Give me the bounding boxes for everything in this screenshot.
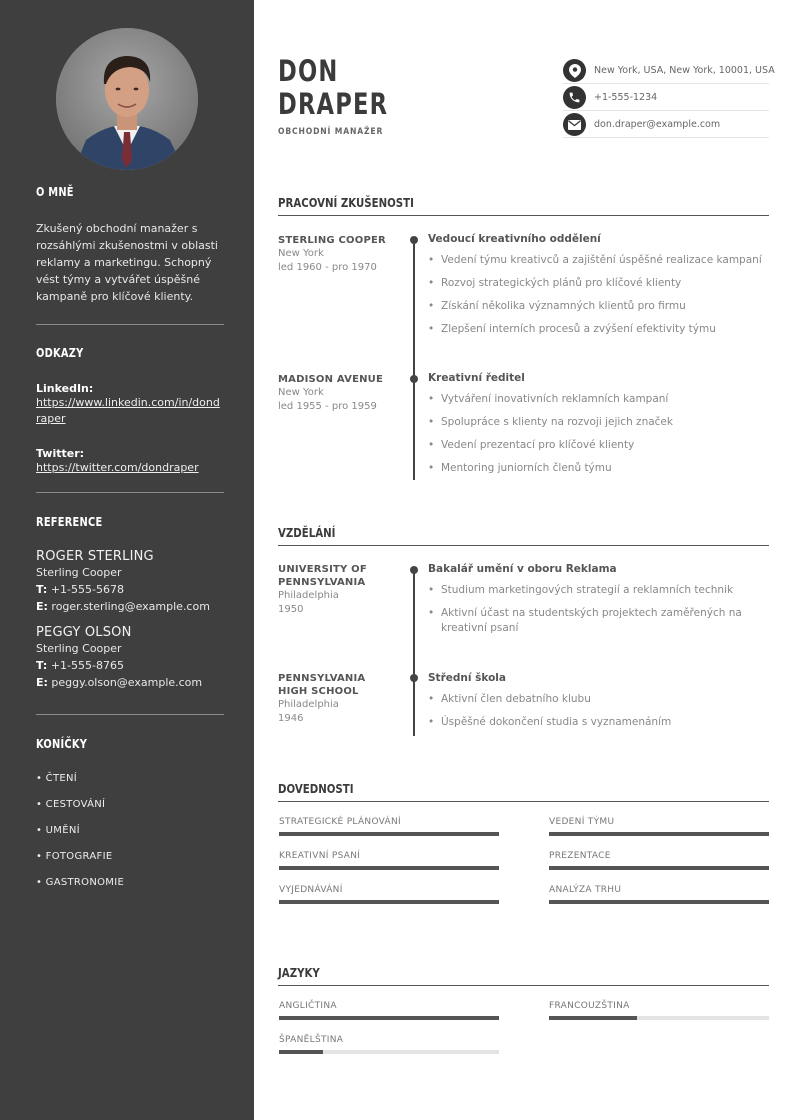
profile-photo [56, 28, 198, 170]
contact-phone-text: +1-555-1234 [594, 92, 658, 103]
about-text: Zkušený obchodní manažer s rozsáhlými zkušenostmi v oblasti reklamy a marketingu. Schopný vést týmy a vytvářet úspěšné kampaně pro klíčové klienty. [36, 222, 218, 303]
school: UNIVERSITY OF PENNSYLVANIA [278, 564, 367, 588]
skill-item [279, 885, 499, 904]
language-name: ŠPANĚLŠTINA [279, 1035, 344, 1045]
hobbies-heading: KONÍČKY [36, 737, 88, 751]
skills-heading: DOVEDNOSTI [278, 782, 769, 802]
skill-item [549, 885, 769, 904]
list-item: • Úspěšné dokončení studia s vyznamenáním [428, 715, 768, 730]
reference-item [36, 549, 224, 615]
education-entry-details [428, 672, 768, 738]
hobby-item: • FOTOGRAFIE [36, 851, 113, 862]
dates: 1950 [278, 604, 304, 615]
skill-item [279, 817, 499, 836]
list-item: • Získání několika významných klientů pro firmu [428, 299, 768, 314]
reference-company: Sterling Cooper [36, 642, 122, 655]
experience-entry-meta [278, 234, 406, 275]
contact-email [563, 112, 769, 138]
school: PENNSYLVANIA HIGH SCHOOL [278, 673, 366, 697]
hobby-item: • GASTRONOMIE [36, 877, 125, 888]
about-section [36, 185, 224, 305]
list-item: • Zlepšení interních procesů a zvýšení efektivity týmu [428, 322, 768, 337]
linkedin-link[interactable]: https://www.linkedin.com/in/dondraper [36, 396, 220, 425]
skill-name: KREATIVNÍ PSANÍ [279, 851, 361, 861]
language-item [549, 1001, 769, 1020]
timeline-dot [410, 674, 418, 682]
contact-address-text: New York, USA, New York, 10001, USA [594, 65, 775, 76]
language-name: ANGLIČTINA [279, 1001, 337, 1011]
dates: led 1960 - pro 1970 [278, 262, 377, 273]
timeline-dot [410, 566, 418, 574]
divider [36, 324, 224, 325]
experience-entry-details [428, 372, 768, 484]
education-entry-meta [278, 563, 406, 617]
experience-entry-meta [278, 373, 406, 414]
contact-email-text: don.draper@example.com [594, 119, 721, 130]
list-item: • Aktivní člen debatního klubu [428, 692, 768, 707]
language-level-bar [279, 1050, 499, 1054]
reference-name: ROGER STERLING [36, 549, 154, 564]
envelope-icon [563, 113, 586, 136]
language-name: FRANCOUZŠTINA [549, 1001, 630, 1011]
language-level-fill [279, 1050, 323, 1054]
list-item: • Vedení týmu kreativců a zajištění úspěšné realizace kampaní [428, 253, 768, 268]
contact-phone [563, 85, 769, 111]
about-heading: O MNĚ [36, 185, 74, 199]
references-section [36, 515, 224, 691]
job-title: OBCHODNÍ MANAŽER [278, 127, 384, 137]
list-item: • Vedení prezentací pro klíčové klienty [428, 438, 768, 453]
hobby-item: • CESTOVÁNÍ [36, 799, 106, 810]
language-level-bar [279, 1016, 499, 1020]
hobby-item: • UMĚNÍ [36, 825, 80, 836]
phone-icon [563, 86, 586, 109]
links-section [36, 346, 224, 476]
skill-level-fill [549, 900, 769, 904]
twitter-label: Twitter: [36, 447, 85, 460]
skill-level-bar [549, 866, 769, 870]
education-heading: VZDĚLÁNÍ [278, 526, 769, 546]
reference-name: PEGGY OLSON [36, 625, 132, 640]
sidebar [0, 0, 254, 1120]
employer: MADISON AVENUE [278, 374, 384, 385]
skill-level-fill [549, 866, 769, 870]
experience-heading: PRACOVNÍ ZKUŠENOSTI [278, 196, 769, 216]
linkedin-label: LinkedIn: [36, 382, 94, 395]
hobbies-section [36, 737, 224, 903]
list-item: • Aktivní účast na studentských projektech zaměřených na kreativní psaní [428, 606, 748, 636]
list-item: • Vytváření inovativních reklamních kampaní [428, 392, 768, 407]
education-timeline [413, 570, 415, 736]
skill-item [279, 851, 499, 870]
divider [36, 714, 224, 715]
hobby-item: • ČTENÍ [36, 773, 78, 784]
skill-level-fill [279, 900, 499, 904]
links-heading: ODKAZY [36, 346, 84, 360]
reference-company: Sterling Cooper [36, 566, 122, 579]
location-pin-icon [563, 59, 586, 82]
twitter-link[interactable]: https://twitter.com/dondraper [36, 461, 199, 474]
list-item: • Mentoring juniorních členů týmu [428, 461, 768, 476]
degree-title: Bakalář umění v oboru Reklama [428, 563, 617, 575]
language-level-fill [279, 1016, 499, 1020]
position-title: Kreativní ředitel [428, 372, 525, 384]
skill-name: VEDENÍ TÝMU [549, 817, 615, 827]
education-entry-details [428, 563, 768, 644]
location: Philadelphia [278, 699, 339, 710]
skill-level-bar [549, 900, 769, 904]
language-level-fill [549, 1016, 637, 1020]
skill-name: PREZENTACE [549, 851, 611, 861]
skill-level-fill [279, 866, 499, 870]
skill-item [549, 851, 769, 870]
reference-email: E: peggy.olson@example.com [36, 676, 203, 689]
list-item: • Studium marketingových strategií a reklamních technik [428, 583, 768, 598]
language-item [279, 1035, 499, 1054]
skill-level-fill [549, 832, 769, 836]
experience-entry-details [428, 233, 768, 345]
timeline-dot [410, 236, 418, 244]
reference-item [36, 625, 224, 691]
languages-heading: JAZYKY [278, 966, 769, 986]
education-entry-meta [278, 672, 406, 726]
location: New York [278, 387, 324, 398]
location: Philadelphia [278, 590, 339, 601]
skill-level-bar [549, 832, 769, 836]
skill-name: ANALÝZA TRHU [549, 885, 622, 895]
reference-email: E: roger.sterling@example.com [36, 600, 210, 613]
list-item: • Rozvoj strategických plánů pro klíčové klienty [428, 276, 768, 291]
dates: 1946 [278, 713, 304, 724]
dates: led 1955 - pro 1959 [278, 401, 377, 412]
skill-level-bar [279, 866, 499, 870]
skill-level-bar [279, 832, 499, 836]
employer: STERLING COOPER [278, 235, 386, 246]
skill-name: VYJEDNÁVÁNÍ [279, 885, 343, 895]
reference-phone: T: +1-555-8765 [36, 659, 124, 672]
language-level-bar [549, 1016, 769, 1020]
degree-title: Střední škola [428, 672, 506, 684]
skill-level-fill [279, 832, 499, 836]
position-title: Vedoucí kreativního oddělení [428, 233, 601, 245]
experience-timeline [413, 240, 415, 480]
skill-name: STRATEGICKÉ PLÁNOVÁNÍ [279, 817, 401, 827]
full-name: DON DRAPER [278, 54, 389, 121]
divider [36, 492, 224, 493]
timeline-dot [410, 375, 418, 383]
location: New York [278, 248, 324, 259]
references-heading: REFERENCE [36, 515, 103, 529]
contact-address [563, 58, 775, 84]
skill-item [549, 817, 769, 836]
skill-level-bar [279, 900, 499, 904]
reference-phone: T: +1-555-5678 [36, 583, 124, 596]
language-item [279, 1001, 499, 1020]
list-item: • Spolupráce s klienty na rozvoji jejich značek [428, 415, 768, 430]
